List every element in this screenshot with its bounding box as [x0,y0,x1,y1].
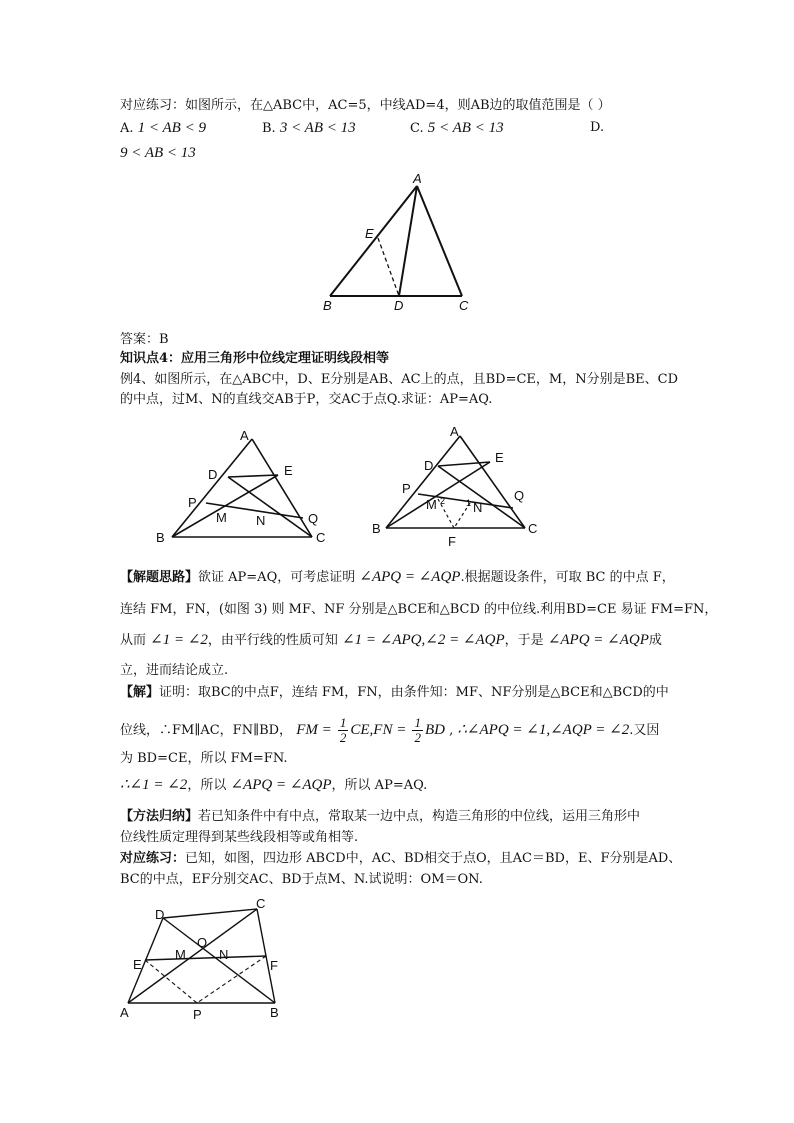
svg-text:M: M [175,947,186,962]
svg-text:2: 2 [440,496,446,506]
svg-text:Q: Q [514,488,525,503]
svg-text:N: N [473,500,483,515]
fig1-label-c: C [459,298,469,313]
svg-text:1: 1 [466,498,472,508]
svg-text:P: P [188,495,197,510]
fig1-dashed-ed [378,238,399,296]
triangle-figure-3 [368,420,553,555]
exercise2-line2: BC的中点，EF分别交AC、BD于点M、N.试说明：OM＝ON. [120,872,483,887]
triangle-figure-2 [150,425,335,550]
analysis-line1: 【解题思路】欲证 AP=AQ，可考虑证明 ∠APQ = ∠AQP.根据题设条件，可取 BC 的中点 F， [120,569,675,585]
svg-text:F: F [270,958,278,973]
svg-text:O: O [197,935,208,950]
svg-text:M: M [216,510,227,525]
solution-line4: ∴∠1 = ∠2，所以 ∠APQ = ∠AQP，所以 AP=AQ. [120,777,428,793]
fraction-half-1: $\frac{1}{2}$ [339,715,347,745]
solution-line2: 位线，∴FM∥AC，FN∥BD， FM = $\frac{1}{2}$ CE,FN = $\frac{1}{2}$ BD , ∴∠APQ = ∠1,∠AQP = ∠2.又因 [120,715,660,745]
method-line1: 【方法归纳】若已知条件中有中点，常取某一边中点，构造三角形的中位线，运用三角形中 [120,809,641,824]
svg-text:M: M [426,497,437,512]
svg-text:A: A [120,1005,129,1020]
fig1-label-a: A [413,171,422,186]
svg-text:N: N [219,947,229,962]
option-c: C. 5 < AB < 13 [410,120,504,136]
option-a-math: 1 < AB < 9 [137,120,206,136]
svg-text:D: D [208,467,218,482]
option-b: B. 3 < AB < 13 [262,120,356,136]
svg-text:D: D [424,458,434,473]
svg-text:F: F [448,534,456,549]
point4-heading: 知识点4：应用三角形中位线定理证明线段相等 [120,351,390,366]
fig2-seg-dc [228,477,312,537]
example4-line1: 例4、如图所示，在△ABC中，D、E分别是AB、AC上的点，且BD=CE，M，N分别是BE、CD [120,372,678,387]
svg-text:E: E [284,463,293,478]
method-line2: 位线性质定理得到某些线段相等或角相等. [120,830,359,845]
fig1-label-e: E [365,226,374,241]
fig1-side-ab [330,186,417,296]
option-c-math: 5 < AB < 13 [427,120,504,136]
svg-text:B: B [372,521,381,536]
triangle-figure-1 [315,168,480,318]
exercise1-answer: 答案：B [120,332,169,347]
quadrilateral-figure [115,895,300,1025]
fig1-label-d: D [394,298,404,313]
analysis-line2: 连结 FM，FN，(如图 3) 则 MF、NF 分别是△BCE和△BCD 的中位线.利用BD=CE 易证 FM=FN， [120,602,718,617]
solution-line1: 【解】证明：取BC的中点F，连结 FM，FN，由条件知：MF、NF分别是△BCE和△BCD的中 [120,685,669,700]
svg-text:B: B [156,530,165,545]
svg-text:C: C [316,530,326,545]
fig1-side-ac [417,186,462,296]
svg-text:C: C [256,896,266,911]
solution-line3: 为 BD=CE，所以 FM=FN. [120,751,288,766]
exercise1-question: 对应练习：如图所示，在△ABC中，AC=5，中线AD=4，则AB边的取值范围是（ ） [120,98,611,113]
fig1-label-b: B [323,298,332,313]
svg-text:E: E [495,450,504,465]
analysis-line3: 从而 ∠1 = ∠2，由平行线的性质可知 ∠1 = ∠APQ,∠2 = ∠AQP，于是 ∠APQ = ∠AQP成 [120,632,662,648]
fraction-half-2: $\frac{1}{2}$ [414,715,421,745]
svg-text:P: P [402,481,411,496]
analysis-line4: 立，进而结论成立. [120,663,229,678]
svg-text:P: P [193,1007,202,1022]
option-d-math: 9 < AB < 13 [120,145,196,161]
option-b-math: 3 < AB < 13 [279,120,356,136]
svg-text:N: N [256,513,266,528]
option-a: A. 1 < AB < 9 [120,120,206,136]
svg-text:Q: Q [308,511,319,526]
exercise2-line1: 对应练习：已知，如图，四边形 ABCD中，AC、BD相交于点O，且AC＝BD，E、F分别是AD、 [120,851,682,866]
svg-text:A: A [240,428,249,443]
fig1-median-ad [399,186,417,296]
fig2-seg-de [228,475,278,477]
svg-text:B: B [270,1005,279,1020]
example4-line2: 的中点，过M、N的直线交AB于P，交AC于点Q.求证：AP=AQ. [120,392,493,407]
svg-text:E: E [133,957,142,972]
svg-text:A: A [450,424,459,439]
option-d: D. [590,120,605,135]
svg-text:D: D [155,907,165,922]
svg-text:C: C [528,521,538,536]
